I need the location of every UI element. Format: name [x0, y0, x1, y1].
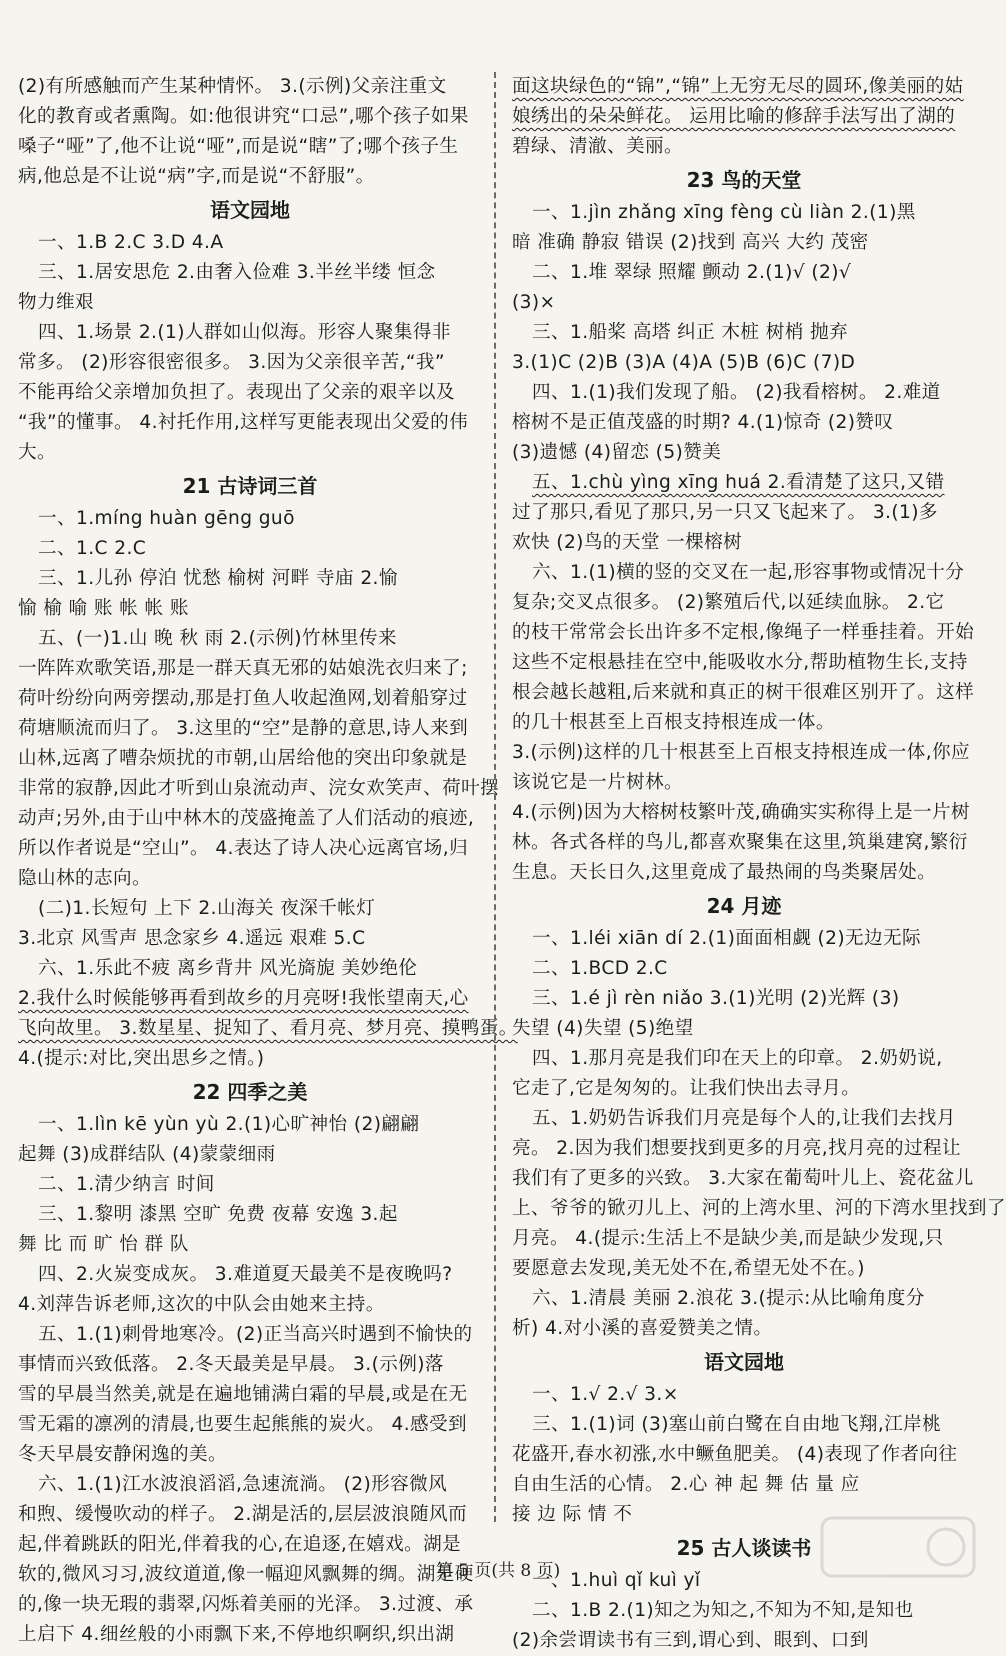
- answer-line: 雪的早晨当然美,就是在遍地铺满白霜的早晨,或是在无: [18, 1384, 468, 1405]
- answer-line: 一、1.√ 2.√ 3.×: [532, 1384, 679, 1405]
- answer-line: 四、1.那月亮是我们印在天上的印章。 2.奶奶说,: [532, 1048, 943, 1069]
- answer-line: 六、1.乐此不疲 离乡背井 风光旖旎 美妙绝伦: [38, 958, 418, 979]
- page-number: 第 5 页(共 8 页): [435, 1561, 561, 1581]
- answer-line: 上、爷爷的锨刃儿上、河的上湾水里、河的下湾水里找到了: [512, 1198, 1006, 1219]
- answer-line: 荷叶纷纷向两旁摆动,那是打鱼人收起渔网,划着船穿过: [18, 688, 468, 709]
- column-divider: [494, 72, 496, 1522]
- answer-line: 的枝干常常会长出许多不定根,像绳子一样垂挂着。开始: [512, 622, 975, 643]
- answer-line: 病,他总是不让说“病”字,而是说“不舒服”。: [18, 166, 375, 187]
- answer-line: 三、1.é jì rèn niǎo 3.(1)光明 (2)光辉 (3): [532, 988, 900, 1009]
- answer-line: 事情而兴致低落。 2.冬天最美是早晨。 3.(示例)落: [18, 1354, 444, 1375]
- answer-line: (二)1.长短句 上下 2.山海关 夜深千帐灯: [38, 898, 376, 919]
- answer-line: 析) 4.对小溪的喜爱赞美之情。: [512, 1318, 773, 1339]
- answer-line: 的几十根甚至上百根支持根连成一体。: [512, 712, 835, 733]
- answer-line: 二、1.C 2.C: [38, 538, 147, 559]
- answer-line: 二、1.清少纳言 时间: [38, 1174, 215, 1195]
- answer-line-underlined: 五、1.chù yìng xīng huá 2.看清楚了这只,又错: [532, 472, 945, 493]
- answer-line: 的,像一块无瑕的翡翠,闪烁着美丽的光泽。 3.过渡、承: [18, 1594, 474, 1615]
- answer-line: 三、1.黎明 漆黑 空旷 免费 夜幕 安逸 3.起: [38, 1204, 398, 1225]
- answer-line: (2)余尝谓读书有三到,谓心到、眼到、口到: [512, 1630, 869, 1651]
- answer-line: 起舞 (3)成群结队 (4)蒙蒙细雨: [18, 1144, 276, 1165]
- section-heading: 24 月迹: [706, 894, 782, 918]
- answer-line: 三、1.儿孙 停泊 忧愁 榆树 河畔 寺庙 2.愉: [38, 568, 398, 589]
- answer-line: 我们有了更多的兴致。 3.大家在葡萄叶儿上、瓷花盆儿: [512, 1168, 974, 1189]
- answer-line: 它走了,它是匆匆的。让我们快出去寻月。: [512, 1078, 861, 1099]
- answer-line: 二、1.B 2.(1)知之为知之,不知为不知,是知也: [532, 1600, 914, 1621]
- answer-line: 暗 准确 静寂 错误 (2)找到 高兴 大约 茂密: [512, 232, 869, 253]
- answer-line: 根会越长越粗,后来就和真正的树干很难区别开了。这样: [512, 682, 975, 703]
- answer-line: 4.刘萍告诉老师,这次的中队会由她来主持。: [18, 1294, 385, 1315]
- answer-line: 三、1.船桨 高塔 纠正 木桩 树梢 抛弃: [532, 322, 849, 343]
- answer-line: 一、1.léi xiān dí 2.(1)面面相觑 (2)无边无际: [532, 928, 922, 949]
- answer-line: 该说它是一片树林。: [512, 772, 683, 793]
- answer-line: 林。各式各样的鸟儿,都喜欢聚集在这里,筑巢建窝,繁衍: [512, 832, 968, 853]
- answer-line: 一阵阵欢歌笑语,那是一群天真无邪的姑娘洗衣归来了;: [18, 658, 468, 679]
- answer-line: 软的,微风习习,波纹道道,像一幅迎风飘舞的绸。湖是硬: [18, 1564, 474, 1585]
- answer-line: 生息。天长日久,这里竟成了最热闹的鸟类聚居处。: [512, 862, 937, 883]
- answer-line: 非常的寂静,因此才听到山泉流动声、浣女欢笑声、荷叶摆: [18, 778, 500, 799]
- answer-line: 二、1.堆 翠绿 照耀 颤动 2.(1)√ (2)√: [532, 262, 852, 283]
- answer-line: 大。: [18, 442, 56, 463]
- answer-line: 不能再给父亲增加负担了。表现出了父亲的艰辛以及: [18, 382, 455, 403]
- answer-line-underlined: 2.我什么时候能够再看到故乡的月亮呀!我怅望南天,心: [18, 988, 469, 1009]
- section-heading: 语文园地: [704, 1350, 784, 1374]
- answer-line: (3)遗憾 (4)留恋 (5)赞美: [512, 442, 722, 463]
- answer-line: 一、1.B 2.C 3.D 4.A: [38, 232, 224, 253]
- answer-line: 六、1.(1)江水波浪滔滔,急速流淌。 (2)形容微风: [38, 1474, 448, 1495]
- answer-line: 隐山林的志向。: [18, 868, 151, 889]
- answer-line: 愉 榆 喻 账 帐 帐 账: [18, 598, 189, 619]
- answer-line: 接 边 际 情 不: [512, 1504, 633, 1525]
- answer-line: 动声;另外,由于山中林木的茂盛掩盖了人们活动的痕迹,: [18, 808, 475, 829]
- answer-line: 一、1.lìn kē yùn yù 2.(1)心旷神怡 (2)翩翩: [38, 1114, 420, 1135]
- answer-line: 五、1.(1)刺骨地寒冷。(2)正当高兴时遇到不愉快的: [38, 1324, 473, 1345]
- section-heading: 21 古诗词三首: [182, 474, 318, 498]
- answer-line: 四、1.(1)我们发现了船。 (2)我看榕树。 2.难道: [532, 382, 941, 403]
- answer-line: 自由生活的心情。 2.心 神 起 舞 估 量 应: [512, 1474, 860, 1495]
- answer-line: 物力维艰: [18, 292, 94, 313]
- answer-line: 起,伴着跳跃的阳光,伴着我的心,在追逐,在嬉戏。湖是: [18, 1534, 462, 1555]
- answer-line: 碧绿、清澈、美丽。: [512, 136, 683, 157]
- answer-line: 3.(1)C (2)B (3)A (4)A (5)B (6)C (7)D: [512, 352, 856, 373]
- answer-line: 所以作者说是“空山”。 4.表达了诗人决心远离官场,归: [18, 838, 469, 859]
- answer-line: 失望 (4)失望 (5)绝望: [512, 1018, 694, 1039]
- answer-line: 过了那只,看见了那只,另一只又飞起来了。 3.(1)多: [512, 502, 938, 523]
- answer-line: 六、1.清晨 美丽 2.浪花 3.(提示:从比喻角度分: [532, 1288, 925, 1309]
- section-heading: 语文园地: [210, 198, 290, 222]
- section-heading: 22 四季之美: [192, 1080, 308, 1104]
- answer-line: 亮。 2.因为我们想要找到更多的月亮,找月亮的过程让: [512, 1138, 962, 1159]
- answer-line: 嗓子“哑”了,他不让说“哑”,而是说“瞎”了;哪个孩子生: [18, 136, 459, 157]
- answer-line: 三、1.居安思危 2.由奢入俭难 3.半丝半缕 恒念: [38, 262, 436, 283]
- answer-line-underlined: 飞向故里。 3.数星星、捉知了、看月亮、梦月亮、摸鸭蛋。: [18, 1018, 518, 1039]
- answer-line: 这些不定根悬挂在空中,能吸收水分,帮助植物生长,支持: [512, 652, 968, 673]
- answer-line: 五、(一)1.山 晚 秋 雨 2.(示例)竹林里传来: [38, 628, 397, 649]
- answer-line: 荷塘顺流而归了。 3.这里的“空”是静的意思,诗人来到: [18, 718, 469, 739]
- answer-line: 4.(示例)因为大榕树枝繁叶茂,确确实实称得上是一片树: [512, 802, 971, 823]
- answer-line: 花盛开,春水初涨,水中鳜鱼肥美。 (4)表现了作者向往: [512, 1444, 958, 1465]
- answer-line: 和煦、缓慢吹动的样子。 2.湖是活的,层层波浪随风而: [18, 1504, 468, 1525]
- answer-line: 3.北京 风雪声 思念家乡 4.遥远 艰难 5.C: [18, 928, 366, 949]
- answer-line: 欢快 (2)鸟的天堂 一棵榕树: [512, 532, 743, 553]
- answer-line: 一、1.jìn zhǎng xīng fèng cù liàn 2.(1)黑: [532, 202, 916, 223]
- answer-line: (3)×: [512, 292, 556, 313]
- right-column: [512, 72, 1006, 1651]
- answer-line: “我”的懂事。 4.衬托作用,这样写更能表现出父爱的伟: [18, 412, 469, 433]
- answer-line: 四、1.场景 2.(1)人群如山似海。形容人聚集得非: [38, 322, 451, 343]
- answer-line: 常多。 (2)形容很密很多。 3.因为父亲很辛苦,“我”: [18, 352, 445, 373]
- section-heading: 25 古人谈读书: [676, 1536, 812, 1560]
- answer-line-underlined: 娘绣出的朵朵鲜花。 运用比喻的修辞手法写出了湖的: [512, 106, 956, 127]
- answer-line-underlined: 面这块绿色的“锦”,“锦”上无穷无尽的圆环,像美丽的姑: [512, 76, 964, 97]
- answer-line: (2)有所感触而产生某种情怀。 3.(示例)父亲注重文: [18, 76, 447, 97]
- answer-line: 4.(提示:对比,突出思乡之情。): [18, 1048, 265, 1069]
- answer-line: 六、1.(1)横的竖的交叉在一起,形容事物或情况十分: [532, 562, 965, 583]
- answer-line: 上启下 4.细丝般的小雨飘下来,不停地织啊织,织出湖: [18, 1624, 455, 1645]
- answer-line: 要愿意去发现,美无处不在,希望无处不在。): [512, 1258, 865, 1279]
- answer-line: 舞 比 而 旷 怡 群 队: [18, 1234, 189, 1255]
- answer-line: 四、2.火炭变成灰。 3.难道夏天最美不是夜晚吗?: [38, 1264, 453, 1285]
- answer-line: 化的教育或者熏陶。如:他很讲究“口忌”,哪个孩子如果: [18, 106, 469, 127]
- answer-line: 一、1.míng huàn gēng guō: [38, 508, 295, 529]
- answer-line: 五、1.奶奶告诉我们月亮是每个人的,让我们去找月: [532, 1108, 956, 1129]
- answer-line: 雪无霜的凛冽的清晨,也要生起熊熊的炭火。 4.感受到: [18, 1414, 468, 1435]
- answer-line: 一、1.huì qǐ kuì yǐ: [532, 1570, 701, 1591]
- watermark-logo-icon: [818, 1512, 978, 1582]
- answer-line: 榕树不是正值茂盛的时期? 4.(1)惊奇 (2)赞叹: [512, 412, 894, 433]
- answer-line: 山林,远离了嘈杂烦扰的市朝,山居给他的突出印象就是: [18, 748, 468, 769]
- answer-line: 三、1.(1)词 (3)塞山前白鹭在自由地飞翔,江岸桃: [532, 1414, 942, 1435]
- section-heading: 23 鸟的天堂: [686, 168, 802, 192]
- answer-line: 复杂;交叉点很多。 (2)繁殖后代,以延续血脉。 2.它: [512, 592, 945, 613]
- answer-line: 3.(示例)这样的几十根甚至上百根支持根连成一体,你应: [512, 742, 971, 763]
- answer-line: 月亮。 4.(提示:生活上不是缺少美,而是缺少发现,只: [512, 1228, 944, 1249]
- answer-line: 冬天早晨安静闲逸的美。: [18, 1444, 227, 1465]
- answer-line: 二、1.BCD 2.C: [532, 958, 668, 979]
